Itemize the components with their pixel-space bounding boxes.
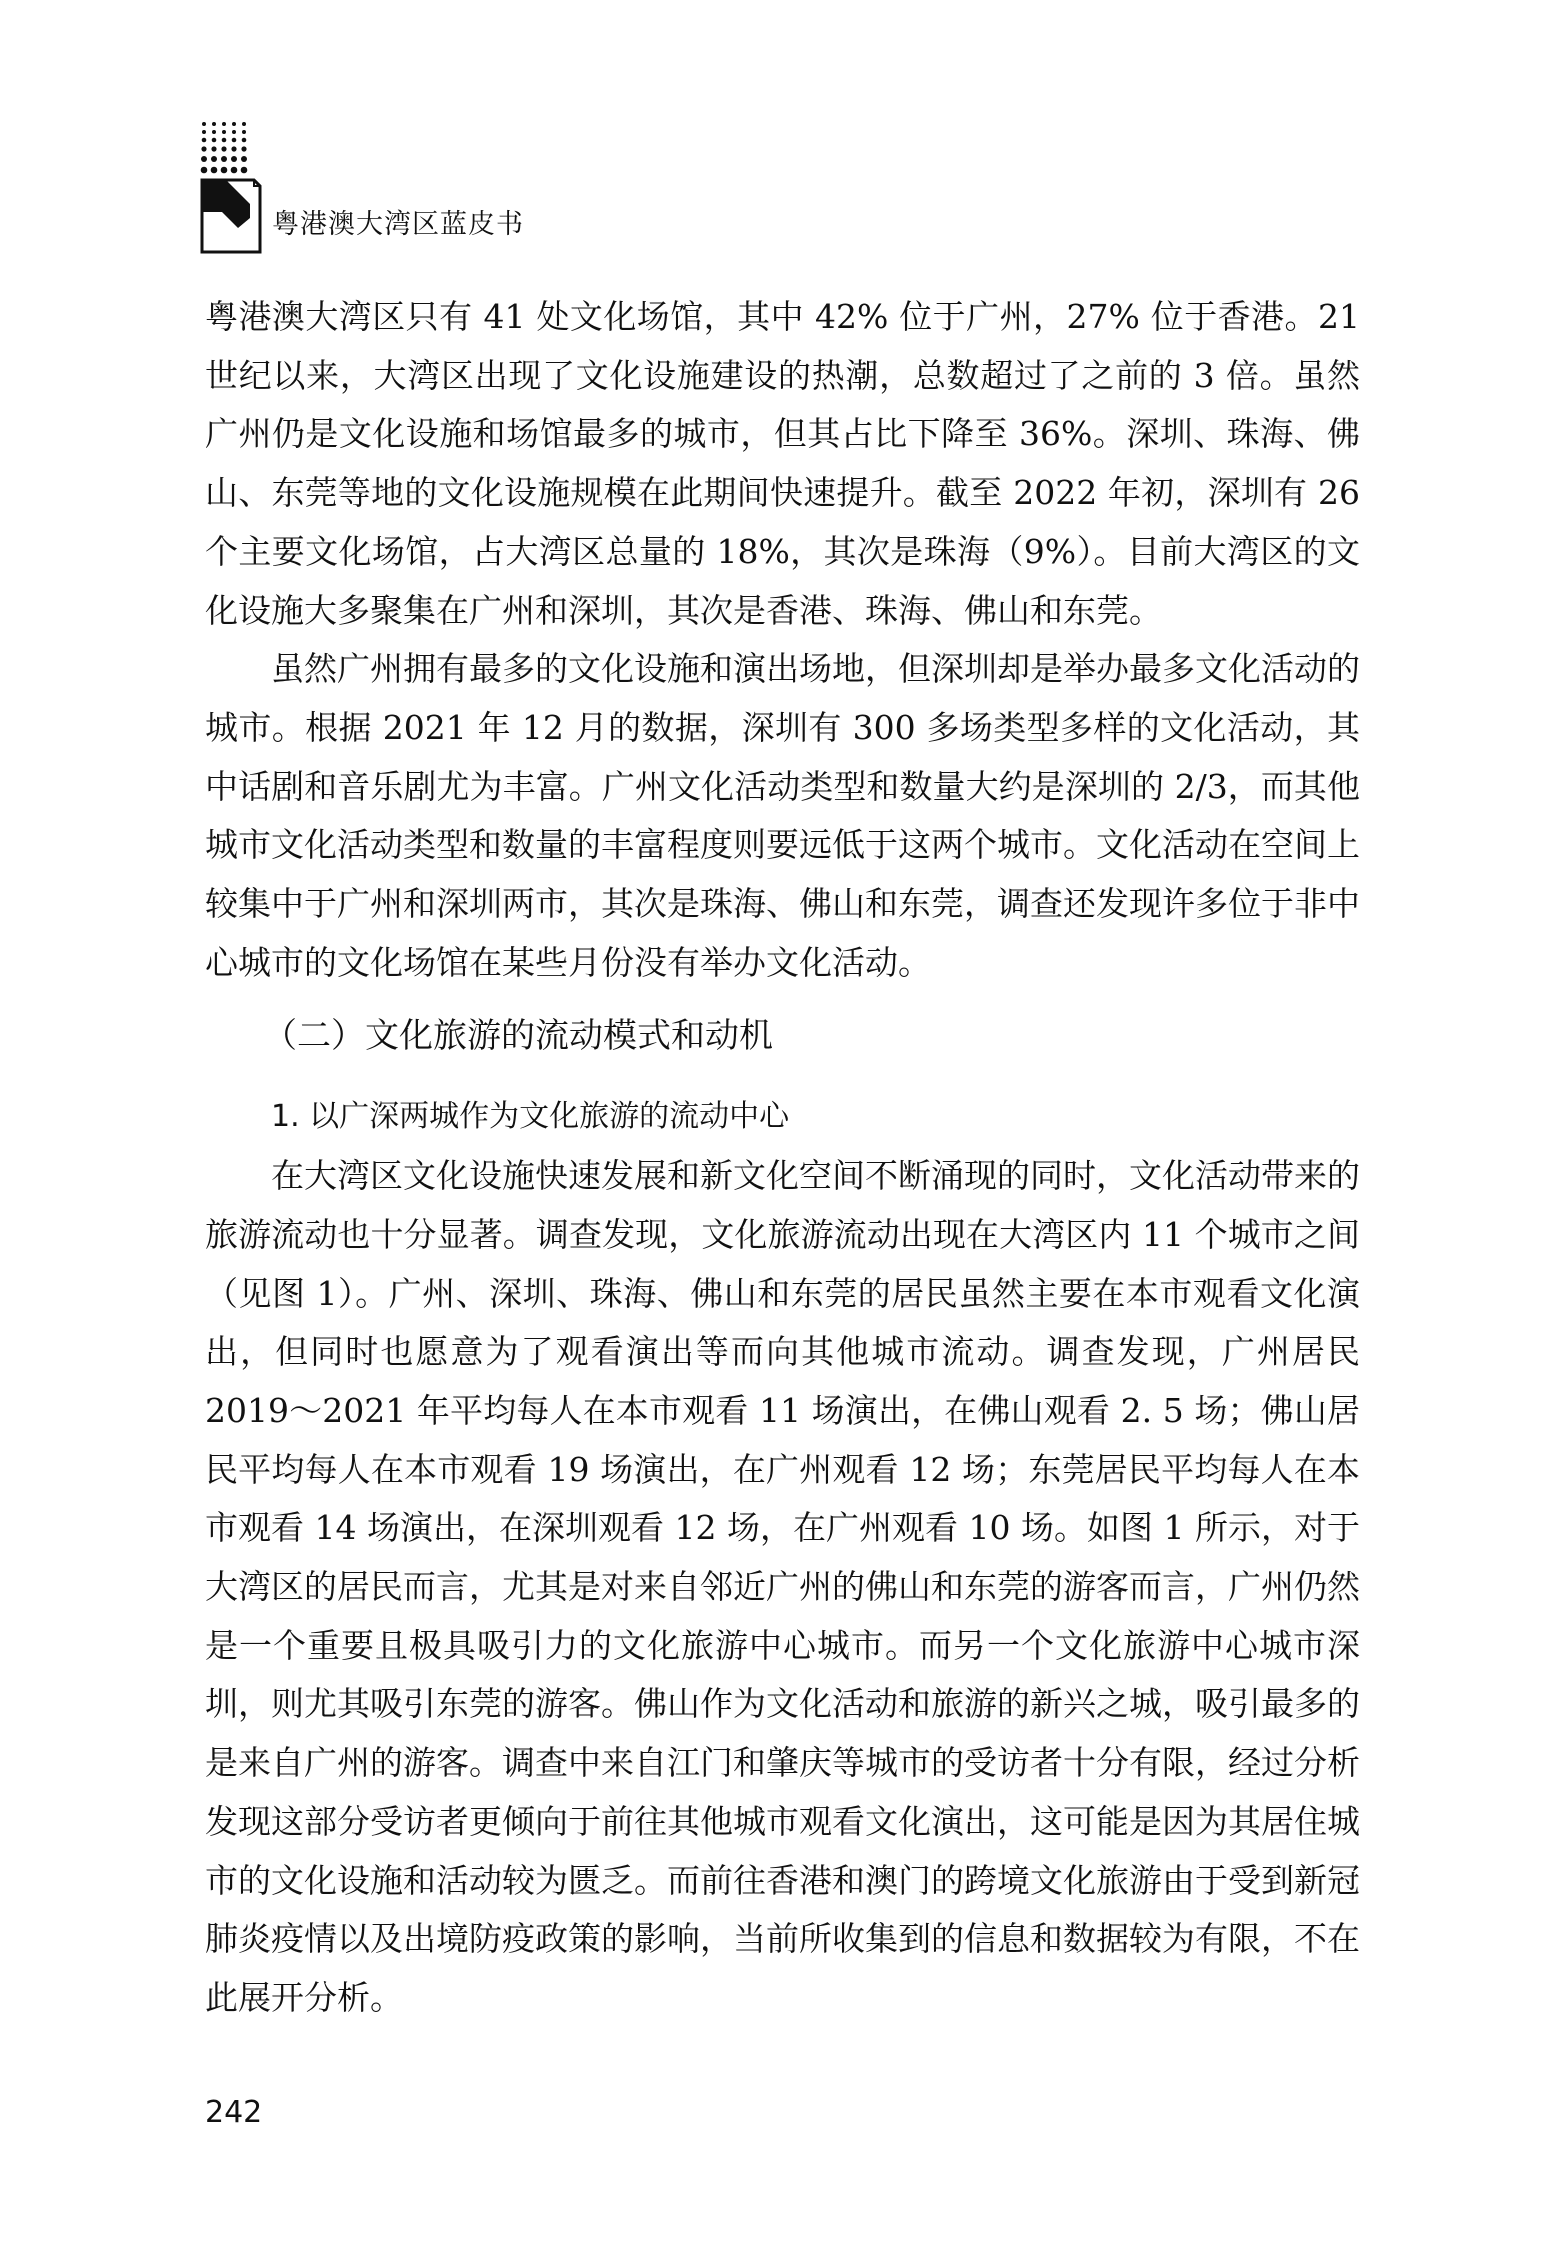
running-header — [200, 120, 1360, 260]
paragraph: 在大湾区文化设施快速发展和新文化空间不断涌现的同时，文化活动带来的旅游流动也十分显著。调查发现，文化旅游流动出现在大湾区内 11 个城市之间（见图 1）。广州、深圳、珠海、佛山和东莞的居民虽然主要在本市观看文化演出，但同时也愿意为了观看演出等而向其他城市流动。调查发现，广州居民 2019～2021 年平均每人在本市观看 11 场演出，在佛山观看 2. 5 场；佛山居民平均每人在本市观看 19 场演出，在广州观看 12 场；东莞居民平均每人在本市观看 14 场演出，在深圳观看 12 场，在广州观看 10 场。如图 1 所示，对于大湾区的居民而言，尤其是对来自邻近广州的佛山和东莞的游客而言，广州仍然是一个重要且极具吸引力的文化旅游中心城市。而另一个文化旅游中心城市深圳，则尤其吸引东莞的游客。佛山作为文化活动和旅游的新兴之城，吸引最多的是来自广州的游客。调查中来自江门和肇庆等城市的受访者十分有限，经过分析发现这部分受访者更倾向于前往其他城市观看文化演出，这可能是因为其居住城市的文化设施和活动较为匮乏。而前往香港和澳门的跨境文化旅游由于受到新冠肺炎疫情以及出境防疫政策的影响，当前所收集到的信息和数据较为有限，不在此展开分析。 — [205, 1156, 1360, 2017]
series-title: 粤港澳大湾区蓝皮书 — [272, 209, 524, 240]
page-number: 242 — [205, 2095, 263, 2130]
paragraph: 粤港澳大湾区只有 41 处文化场馆，其中 42% 位于广州，27% 位于香港。21 世纪以来，大湾区出现了文化设施建设的热潮，总数超过了之前的 3 倍。虽然广州仍是文化设施和场馆最多的城市，但其占比下降至 36%。深圳、珠海、佛山、东莞等地的文化设施规模在此期间快速提升。截至 2022 年初，深圳有 26 个主要文化场馆，占大湾区总量的 18%，其次是珠海（9%）。目前大湾区的文化设施大多聚集在广州和深圳，其次是香港、珠海、佛山和东莞。 — [205, 297, 1360, 630]
body-text — [205, 288, 1360, 2028]
paragraph: 虽然广州拥有最多的文化设施和演出场地，但深圳却是举办最多文化活动的城市。根据 2021 年 12 月的数据，深圳有 300 多场类型多样的文化活动，其中话剧和音乐剧尤为丰富。广州文化活动类型和数量大约是深圳的 2/3，而其他城市文化活动类型和数量的丰富程度则要远低于这两个城市。文化活动在空间上较集中于广州和深圳两市，其次是珠海、佛山和东莞，调查还发现许多位于非中心城市的文化场馆在某些月份没有举办文化活动。 — [205, 649, 1360, 982]
sub-heading: 1. 以广深两城作为文化旅游的流动中心 — [271, 1099, 790, 1135]
section-heading: （二）文化旅游的流动模式和动机 — [263, 1016, 773, 1057]
bluebook-logo-icon — [200, 120, 262, 255]
